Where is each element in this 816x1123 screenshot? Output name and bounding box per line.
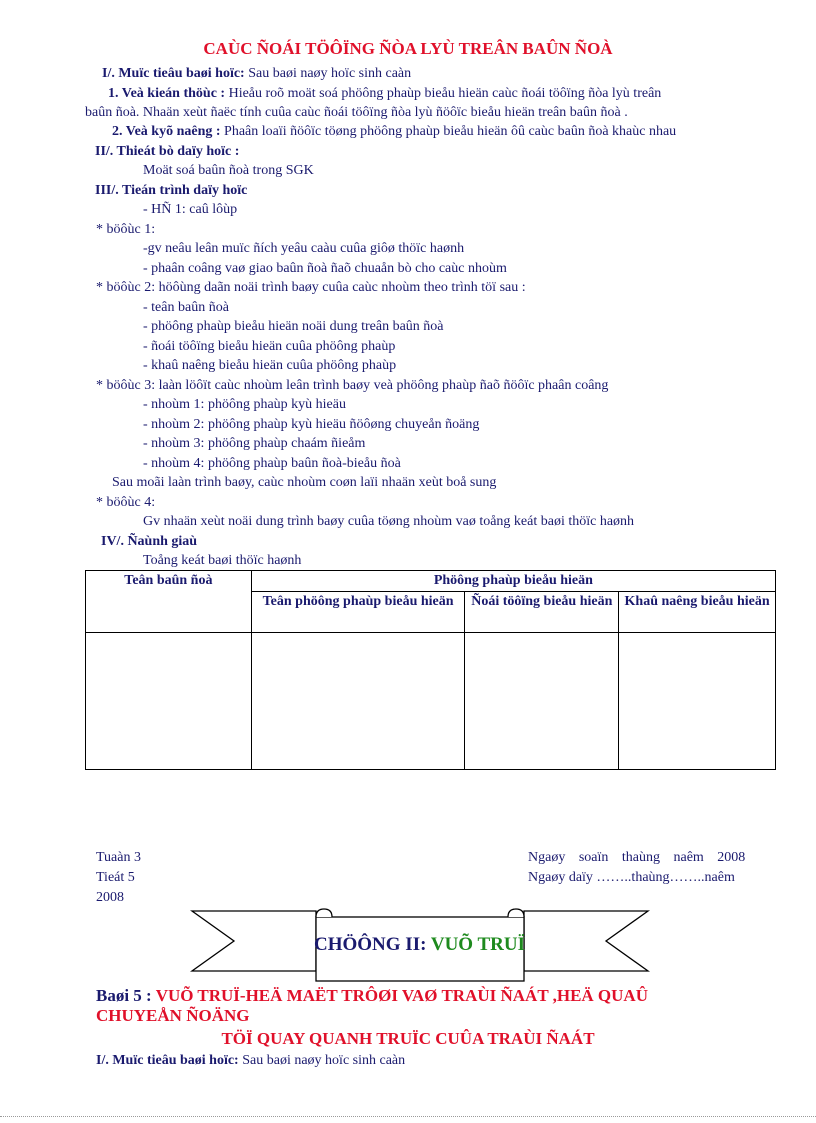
procedure-line: * böôùc 1: (96, 222, 156, 237)
knowledge-text-2: baûn ñoà. Nhaän xeùt ñaëc tính cuûa caùc ñoái töôïng ñòa lyù ñöôïc bieåu hieän treân baûn ñoà . (85, 105, 628, 120)
date-taught: Ngaøy daïy ……..thaùng……..naêm (528, 870, 735, 885)
procedure-line: - nhoùm 1: phöông phaùp kyù hieäu (143, 397, 346, 412)
knowledge-line (108, 85, 768, 103)
chapter-name: VUÕ TRUÏ (430, 934, 525, 955)
banner-right-curl (508, 909, 524, 917)
page-title: CAÙC ÑOÁI TÖÔÏNG ÑÒA LYÙ TREÂN BAÛN ÑOÀ (203, 39, 613, 58)
lesson-title-1: VUÕ TRUÏ-HEÄ MAËT TRÔØI VAØ TRAÙI ÑAÁT ,HEÄ QUAÛ (155, 986, 648, 1005)
procedure-line: - nhoùm 2: phöông phaùp kyù hieäu ñöôøng chuyeån ñoäng (143, 417, 480, 432)
table-cell (619, 633, 776, 770)
procedure-line: - nhoùm 3: phöông phaùp chaám ñieåm (143, 436, 366, 451)
table-cell (251, 633, 465, 770)
lesson-title-2: CHUYEÅN ÑOÄNG (96, 1006, 250, 1025)
procedure-line: Gv nhaän xeùt noäi dung trình baøy cuûa töøng nhoùm vaø toång keát baøi thöïc haønh (143, 514, 635, 529)
knowledge-label: 1. Veà kieán thöùc : (108, 86, 226, 101)
procedure-line: - khaû naêng bieåu hieän cuûa phöông phaùp (143, 358, 397, 373)
lesson-title-line (96, 986, 648, 1006)
equipment-item: Moät soá baûn ñoà trong SGK (143, 163, 314, 178)
worksheet-table (85, 570, 776, 770)
banner-left-tail (192, 911, 316, 971)
procedure-line: - phöông phaùp bieåu hieän noäi dung treân baûn ñoà (143, 319, 444, 334)
procedure-line: - ñoái töôïng bieåu hieän cuûa phöông phaùp (143, 339, 396, 354)
table-subheader-object: Ñoái töôïng bieåu hieän (465, 592, 619, 633)
procedure-line: - teân baûn ñoà (143, 300, 229, 315)
objective2-line (96, 1052, 405, 1070)
procedure-line: * böôùc 2: höôùng daãn noäi trình baøy cuûa caùc nhoùm theo trình töï sau : (96, 280, 526, 295)
skills-line (112, 123, 676, 141)
banner-right-tail (524, 911, 648, 971)
table-header-method: Phöông phaùp bieåu hieän (251, 571, 775, 592)
assessment-label: IV/. Ñaùnh giaù (101, 534, 198, 549)
procedure-line: - nhoùm 4: phöông phaùp baûn ñoà-bieåu ñoà (143, 456, 401, 471)
knowledge-text-1: Hieåu roõ moät soá phöông phaùp bieåu hieän caùc ñoái töôïng ñòa lyù treân (228, 86, 662, 101)
procedure-line: * böôùc 4: (96, 495, 156, 510)
skills-text: Phaân loaïi ñöôïc töøng phöông phaùp bieåu hieän ôû caùc baûn ñoà khaùc nhau (224, 124, 677, 139)
assessment-text: Toång keát baøi thöïc haønh (143, 553, 302, 568)
skills-label: 2. Veà kyõ naêng : (112, 124, 221, 139)
lesson-title-3: TÖÏ QUAY QUANH TRUÏC CUÛA TRAÙI ÑAÁT (221, 1029, 595, 1048)
table-subheader-ability: Khaû naêng bieåu hieän (619, 592, 776, 633)
table-header-map-name: Teân baûn ñoà (86, 571, 252, 633)
page-divider (0, 1116, 816, 1117)
year-label: 2008 (96, 890, 124, 905)
equipment-label: II/. Thieát bò daïy hoïc : (95, 144, 240, 159)
banner-left-curl (316, 909, 332, 917)
objective-text: Sau baøi naøy hoïc sinh caàn (248, 66, 412, 81)
procedure-line: -gv neâu leân muïc ñích yeâu caàu cuûa giôø thöïc haønh (143, 241, 465, 256)
procedure-line: Sau moãi laàn trình baøy, caùc nhoùm coøn laïi nhaän xeùt boå sung (112, 475, 497, 490)
objective-label: I/. Muïc tieâu baøi hoïc: (102, 66, 245, 81)
table-cell (465, 633, 619, 770)
procedure-line: - HÑ 1: caû lôùp (143, 202, 238, 217)
table-cell (86, 633, 252, 770)
chapter-title (314, 934, 525, 956)
procedure-line: * böôùc 3: laàn löôït caùc nhoùm leân trình baøy veà phöông phaùp ñaõ ñöôïc phaân coâng (96, 378, 609, 393)
objective2-label: I/. Muïc tieâu baøi hoïc: (96, 1053, 239, 1068)
objective-line (102, 65, 411, 83)
table-subheader-method-name: Teân phöông phaùp bieåu hieän (251, 592, 465, 633)
date-composed: Ngaøy soaïn thaùng naêm 2008 (528, 850, 746, 865)
process-label: III/. Tieán trình daïy hoïc (95, 183, 248, 198)
lesson-label: Baøi 5 : (96, 986, 152, 1005)
period-label: Tieát 5 (96, 870, 135, 885)
procedure-line: - phaân coâng vaø giao baûn ñoà ñaõ chuaån bò cho caùc nhoùm (143, 261, 507, 276)
chapter-prefix: CHÖÔNG II: (314, 934, 427, 955)
objective2-text: Sau baøi naøy hoïc sinh caàn (242, 1053, 406, 1068)
week-label: Tuaàn 3 (96, 850, 141, 865)
